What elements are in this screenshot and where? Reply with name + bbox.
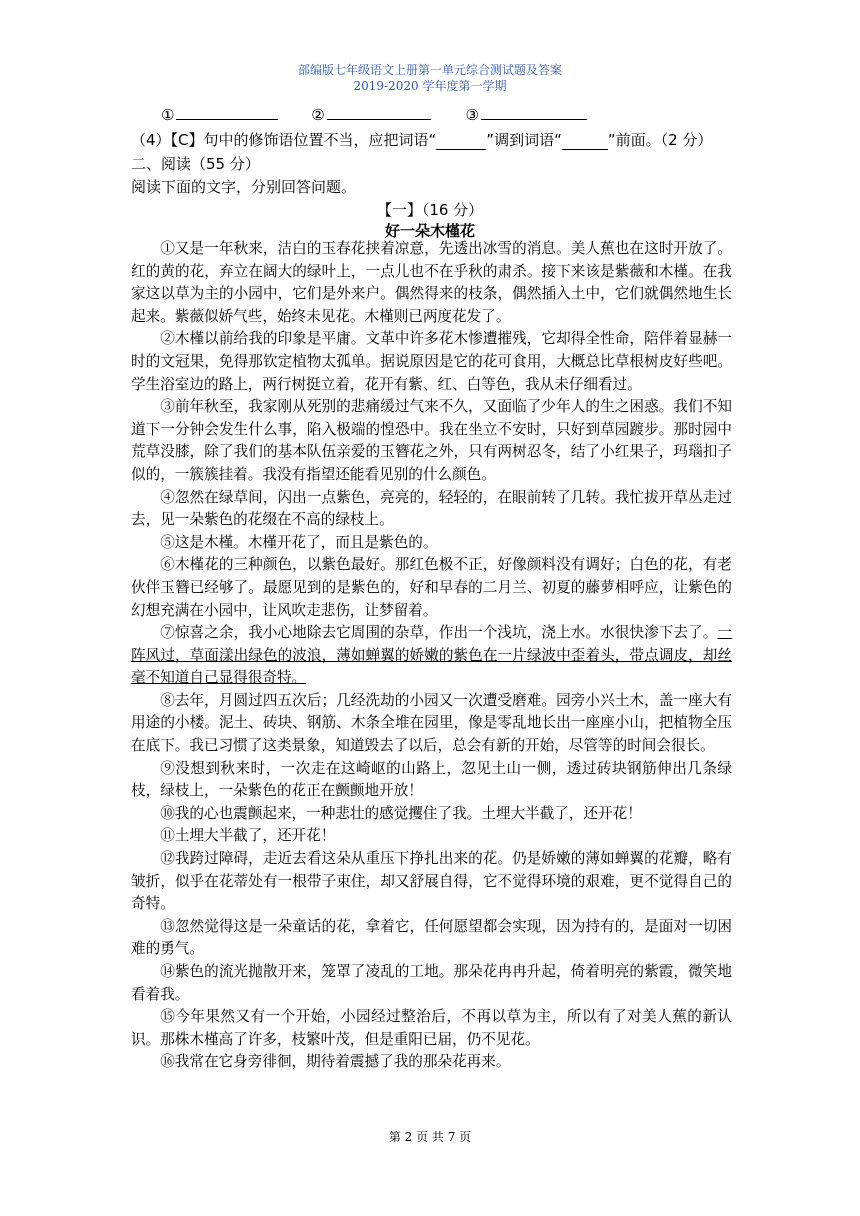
paragraph-8: ⑧去年，月圆过四五次后；几经洗劫的小园又一次遭受磨难。园旁小兴土木，盖一座大有用途的小楼。泥土、砖块、钢筋、木条全堆在园里，像是零乱地长出一座座小山，把植物全压在底下。我已习惯了这类景象，知道毁去了以后，总会有新的开始，尽管等的时间会很长。 (131, 691, 732, 755)
paragraph-11: ⑪土埋大半截了，还开花！ (160, 827, 336, 845)
header-title: 部编版七年级语文上册第一单元综合测试题及答案 (297, 63, 562, 77)
answer-blank-2[interactable]: ② (311, 104, 430, 124)
page-header (0, 62, 860, 94)
question-4-text-c: ”前面。（2 分） (607, 131, 713, 149)
question-4-blank-1[interactable] (436, 135, 486, 150)
paragraph-10: ⑩我的心也震颤起来，一种悲壮的感觉攫住了我。土埋大半截了，还开花！ (160, 804, 642, 822)
paragraph-7 (131, 622, 732, 690)
answer-blank-1[interactable]: ① (161, 104, 278, 124)
header-subtitle: 2019-2020 学年度第一学期 (353, 79, 507, 93)
paragraph-15: ⑮今年果然又有一个开始，小园经过整治后，不再以草为主，所以有了对美人蕉的新认识。那株木槿高了许多，枝繁叶茂，但是重阳已届，仍不见花。 (131, 1008, 732, 1048)
paragraph-7-text: ⑦惊喜之余，我小心地除去它周围的杂草，作出一个浅坑，浇上水。水很快渗下去了。 (160, 624, 718, 642)
section-heading: 二、阅读（55 分） (131, 155, 260, 173)
paragraph-12: ⑫我跨过障碍，走近去看这朵从重压下挣扎出来的花。仍是娇嫩的薄如蝉翼的花瓣，略有皱折，似乎在花蒂处有一根带子束住，却又舒展自得，它不觉得环境的艰难，更不觉得自己的奇特。 (131, 850, 732, 913)
paragraph-1: ①又是一年秋来，洁白的玉春花挟着凉意，先透出冰雪的消息。美人蕉也在这时开放了。红的黄的花，弃立在阔大的绿叶上，一点儿也不在乎秋的肃杀。接下来该是紫薇和木槿。在我家这以草为主的小园中，它们是外来户。偶然得来的枝条，偶然插入土中，它们就偶然地生长起来。紫薇似娇气些，始终未见花。木槿则已两度花发了。 (131, 240, 732, 325)
paragraph-2: ②木槿以前给我的印象是平庸。文革中许多花木惨遭摧残，它却得全性命，陪伴着显赫一时的文冠果，免得那钦定植物太孤单。据说原因是它的花可食用，大概总比草根树皮好些吧。学生浴室边的路上，两行树挺立着，花开有紫、红、白等色，我从未仔细看过。 (131, 330, 732, 393)
paragraph-3: ③前年秋至，我家刚从死别的悲痛缓过气来不久，又面临了少年人的生之困惑。我们不知道下一分钟会发生什么事，陷入极端的惶恐中。我在坐立不安时，只好到草园踱步。那时园中荒草没膝，除了我们的基本队伍亲爱的玉簪花之外，只有两树忍冬，结了小红果子，玛瑙扣子似的，一簇簇挂着。我没有指望还能看见别的什么颜色。 (131, 398, 732, 483)
paragraph-13: ⑬忽然觉得这是一朵童话的花，拿着它，任何愿望都会实现，因为持有的，是面对一切困难的勇气。 (131, 917, 732, 958)
question-4 (131, 129, 712, 150)
paragraph-7-underlined-sentence: 一阵风过，草面漾出绿色的波浪，薄如蝉翼的娇嫩的紫色在一片绿波中歪着头，带点调皮，却丝毫不知道自己显得很奇特。 (131, 624, 732, 687)
page-footer: 第 2 页 共 7 页 (388, 1130, 472, 1144)
reading-instruction: 阅读下面的文字，分别回答问题。 (131, 178, 357, 196)
answer-blank-3[interactable]: ③ (465, 104, 586, 124)
answer-blanks (161, 104, 587, 124)
paragraph-14: ⑭紫色的流光抛散开来，笼罩了凌乱的工地。那朵花冉冉升起，倚着明亮的紫霞，微笑地看着我。 (131, 963, 732, 1003)
question-4-text-a: （4）【C】句中的修饰语位置不当，应把词语“ (131, 131, 437, 149)
article-body (131, 238, 732, 1074)
paragraph-16: ⑯我常在它身旁徘徊，期待着震撼了我的那朵花再来。 (160, 1053, 511, 1071)
question-4-blank-2[interactable] (562, 135, 608, 150)
paragraph-6: ⑥木槿花的三种颜色，以紫色最好。那红色极不正，好像颜料没有调好；白色的花，有老伙伴玉簪已经够了。最愿见到的是紫色的，好和早春的二月兰、初夏的藤萝相呼应，让紫色的幻想充满在小园中，让风吹走悲伤，让梦留着。 (131, 556, 732, 619)
part-heading: 【一】（16 分） (376, 201, 484, 219)
question-4-text-b: ”调到词语“ (486, 131, 562, 149)
paragraph-9: ⑨没想到秋来时，一次走在这崎岖的山路上，忽见土山一侧，透过砖块钢筋伸出几条绿枝，绿枝上，一朵紫色的花正在颤颤地开放！ (131, 759, 732, 800)
paragraph-5: ⑤这是木槿。木槿开花了，而且是紫色的。 (160, 533, 438, 551)
article-title: 好一朵木槿花 (384, 222, 475, 240)
paragraph-4: ④忽然在绿草间，闪出一点紫色，亮亮的，轻轻的，在眼前转了几转。我忙拔开草丛走过去，见一朵紫色的花缀在不高的绿枝上。 (131, 488, 732, 529)
